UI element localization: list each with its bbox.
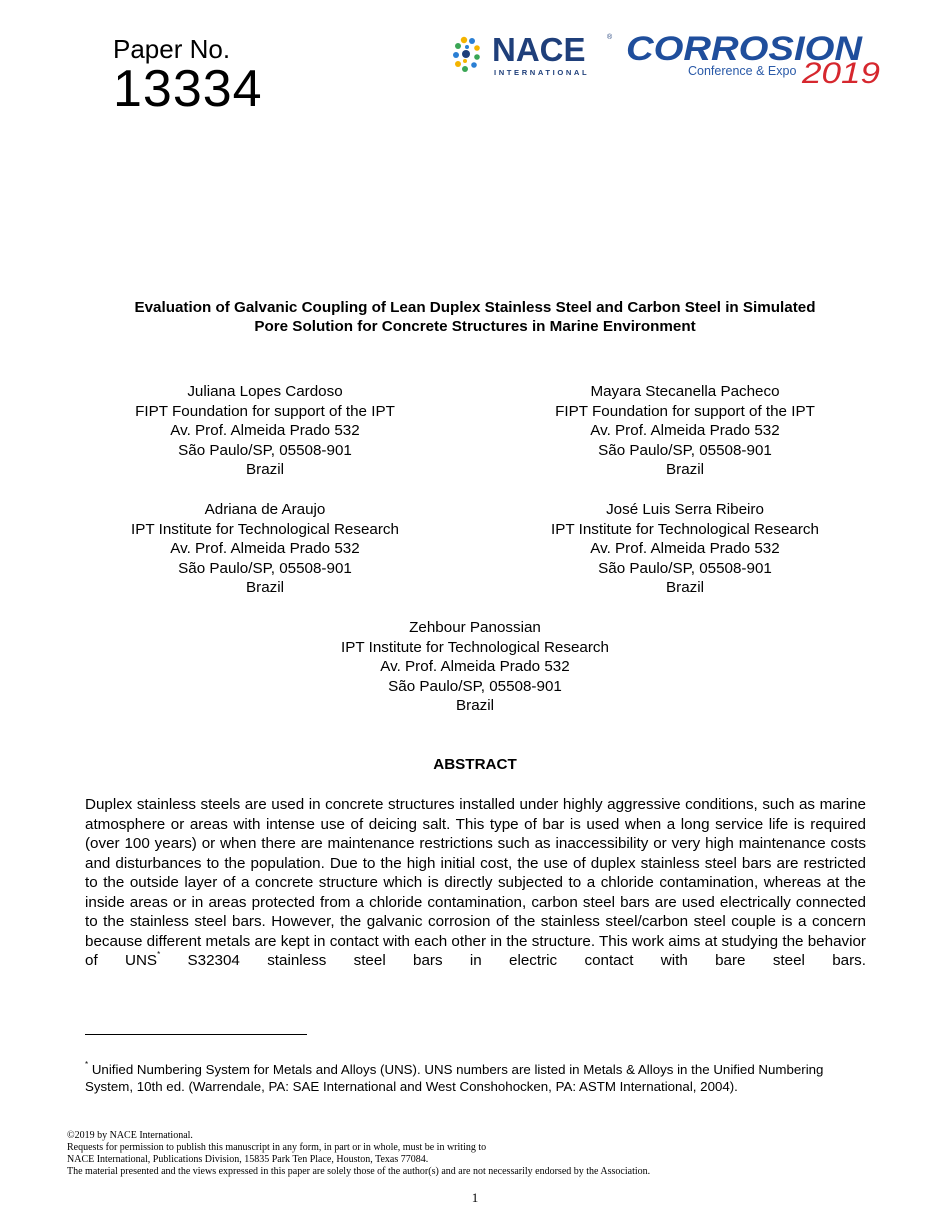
author-street: Av. Prof. Almeida Prado 532 — [170, 540, 360, 558]
paper-label: Paper No. — [113, 34, 231, 64]
author-org: FIPT Foundation for support of the IPT — [135, 402, 395, 420]
nace-globe-icon — [453, 37, 480, 72]
conference-expo-text: Conference & Expo — [688, 64, 797, 78]
copyright-line: Requests for permission to publish this manuscript in any form, in part or in whole, must be in writing to — [67, 1142, 487, 1153]
registered-mark: ® — [607, 34, 613, 41]
year-2019: 2019 — [800, 57, 881, 88]
author-city: São Paulo/SP, 05508-901 — [388, 677, 562, 695]
paper-title — [60, 298, 890, 336]
author-city: São Paulo/SP, 05508-901 — [598, 441, 772, 459]
author-block — [275, 618, 675, 716]
nace-wordmark: NACE — [492, 31, 586, 68]
copyright-line: ©2019 by NACE International. — [67, 1130, 193, 1141]
abstract-body — [85, 795, 866, 971]
abstract-text: Duplex stainless steels are used in concrete structures installed under highly aggressive conditions, such as marine atmosphere or areas with intense use of deicing salt. This type of bar is used when a long service life is required (over 100 years) or when there are maintenance restrictions such as inaccessibility or very high maintenance costs and disturbances to the population. Due to the high initial cost, the use of duplex stainless steel bars are restricted to the outside layer of a concrete structure which is directly subjected to a chloride contamination, whereas at the inside areas or in areas protected from a chloride contamination, carbon steel bars are used electrically connected to the stainless steel bars. However, the galvanic corrosion of the stainless steel/carbon steel couple is a concern because different metals are kept in contact with each other in the structure. This work aims at studying the behavior of UNS — [85, 796, 866, 969]
footnote-divider — [85, 1034, 307, 1035]
author-city: São Paulo/SP, 05508-901 — [598, 559, 772, 577]
author-block — [65, 500, 465, 598]
author-org: FIPT Foundation for support of the IPT — [555, 402, 815, 420]
author-org: IPT Institute for Technological Research — [551, 520, 819, 538]
copyright-line: The material presented and the views expressed in this paper are solely those of the author(s) and are not necessarily endorsed by the Association. — [67, 1166, 651, 1177]
corrosion-wordmark: CORROSION — [626, 30, 864, 68]
author-name: Mayara Stecanella Pacheco — [590, 383, 780, 400]
author-street: Av. Prof. Almeida Prado 532 — [590, 422, 780, 440]
page-number: 1 — [471, 1190, 479, 1205]
author-name: Zehbour Panossian — [409, 619, 541, 636]
nace-logo — [452, 31, 620, 81]
footnote-mark: * — [85, 1060, 89, 1069]
author-street: Av. Prof. Almeida Prado 532 — [590, 540, 780, 558]
author-org: IPT Institute for Technological Research — [341, 638, 609, 656]
author-city: São Paulo/SP, 05508-901 — [178, 441, 352, 459]
author-block — [485, 500, 885, 598]
abstract-heading: ABSTRACT — [433, 756, 517, 773]
author-street: Av. Prof. Almeida Prado 532 — [380, 658, 570, 676]
author-city: São Paulo/SP, 05508-901 — [178, 559, 352, 577]
author-country: Brazil — [666, 461, 704, 479]
author-street: Av. Prof. Almeida Prado 532 — [170, 422, 360, 440]
author-country: Brazil — [246, 461, 284, 479]
footnote-text: Unified Numbering System for Metals and Alloys (UNS). UNS numbers are listed in Metals & Alloys in the Unified Numbering System, 10th ed. (Warrendale, PA: SAE International and West Conshohocken, PA: ASTM International, 2004). — [85, 1062, 824, 1094]
title-line-2: Pore Solution for Concrete Structures in Marine Environment — [254, 318, 696, 335]
author-country: Brazil — [666, 579, 704, 597]
author-name: Adriana de Araujo — [204, 501, 326, 518]
author-country: Brazil — [456, 697, 494, 715]
copyright-notice — [67, 1130, 927, 1178]
title-line-1: Evaluation of Galvanic Coupling of Lean Duplex Stainless Steel and Carbon Steel in Simulated — [134, 299, 816, 316]
author-block — [485, 382, 885, 480]
author-name: Juliana Lopes Cardoso — [187, 383, 343, 400]
author-name: José Luis Serra Ribeiro — [606, 501, 764, 518]
nace-subtitle: INTERNATIONAL — [494, 68, 590, 77]
author-block — [65, 382, 465, 480]
author-country: Brazil — [246, 579, 284, 597]
author-org: IPT Institute for Technological Research — [131, 520, 399, 538]
corrosion-logo — [626, 30, 886, 88]
paper-number: 13334 — [113, 60, 263, 118]
abstract-text-end: S32304 stainless steel bars in electric contact with bare steel bars. — [160, 952, 866, 969]
footnote — [85, 1062, 855, 1096]
footnote-reference-mark: * — [157, 950, 161, 959]
copyright-line: NACE International, Publications Division, 15835 Park Ten Place, Houston, Texas 77084. — [67, 1154, 429, 1165]
